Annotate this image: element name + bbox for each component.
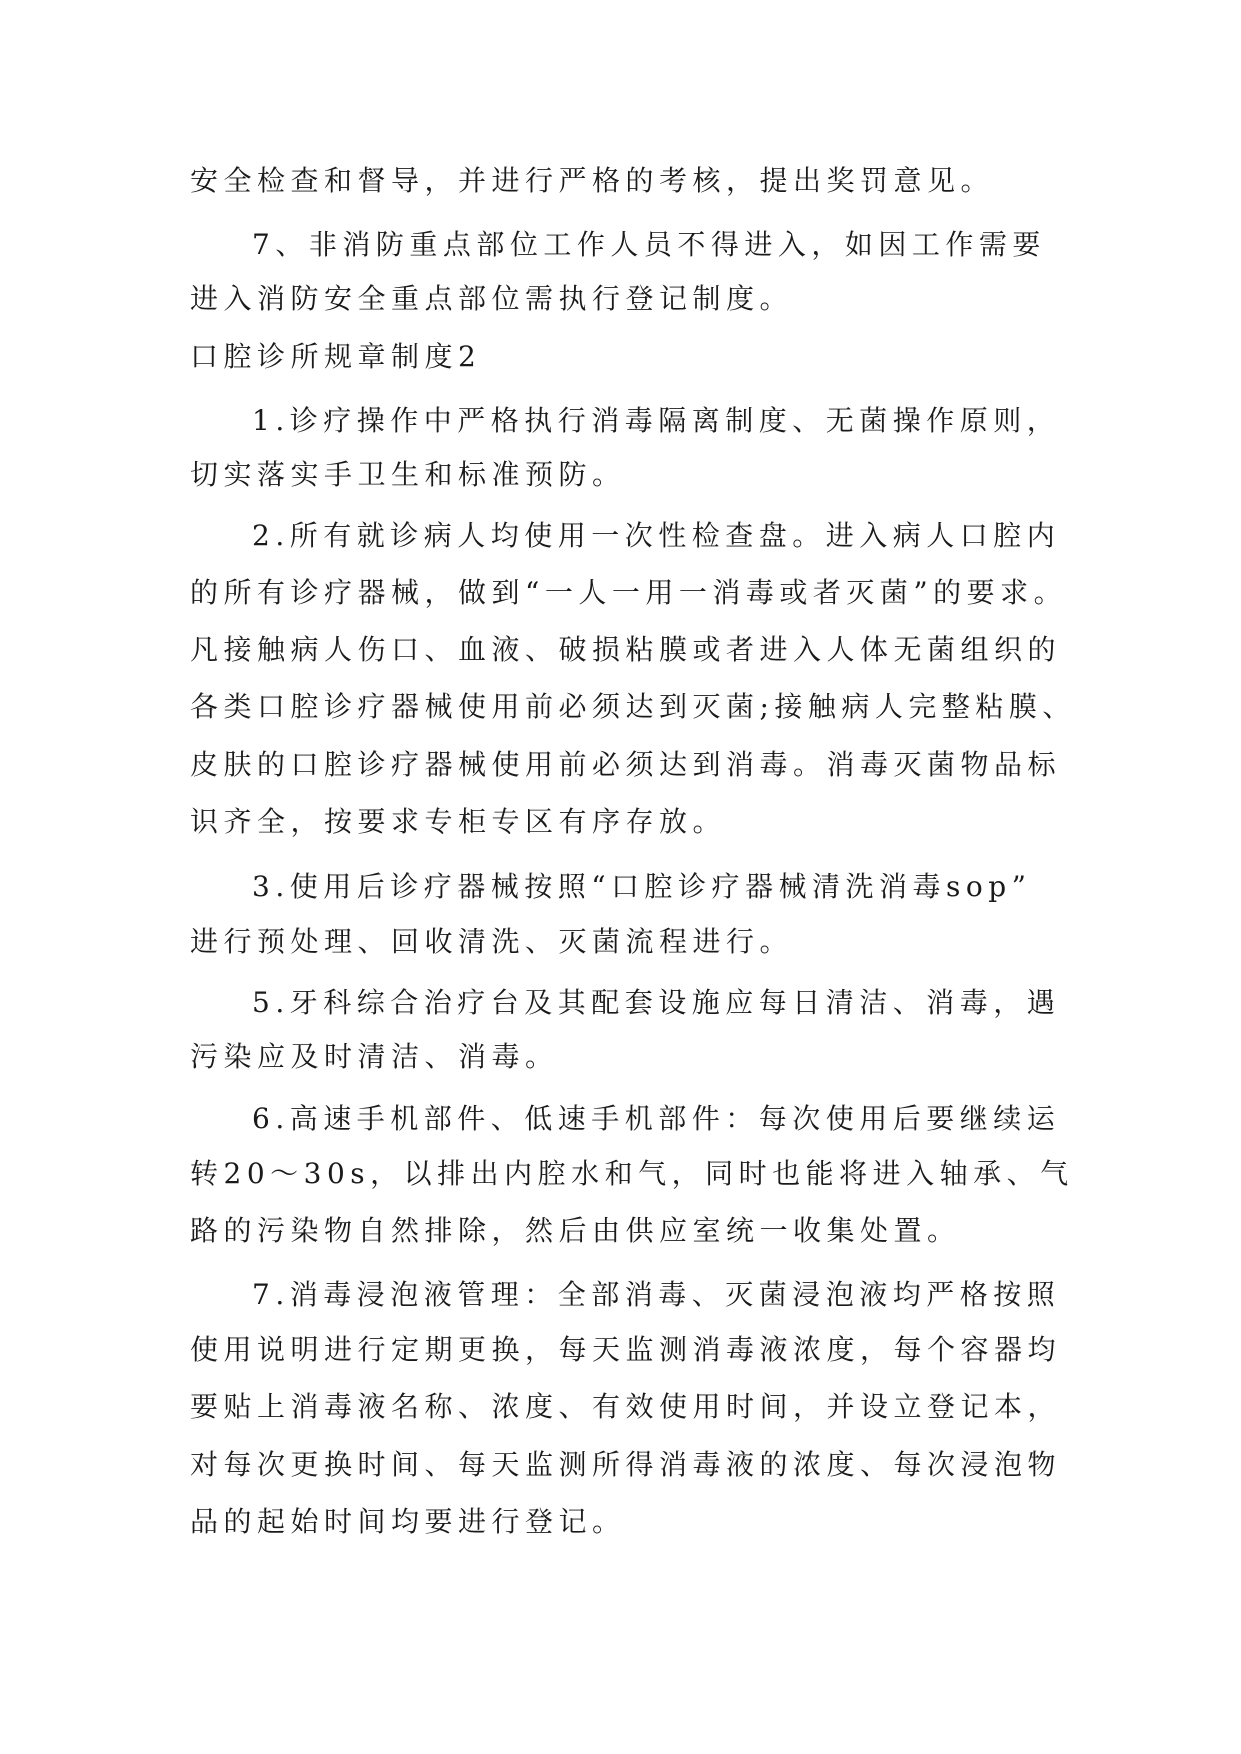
body-line: 对每次更换时间、每天监测所得消毒液的浓度、每次浸泡物: [190, 1448, 1062, 1481]
body-line: 1.诊疗操作中严格执行消毒隔离制度、无菌操作原则，: [252, 404, 1061, 437]
body-line: 7、非消防重点部位工作人员不得进入，如因工作需要: [252, 228, 1046, 261]
body-line: 识齐全，按要求专柜专区有序存放。: [190, 805, 727, 838]
body-line: 污染应及时清洁、消毒。: [190, 1040, 559, 1073]
body-line: 切实落实手卫生和标准预防。: [190, 458, 626, 491]
body-line: 皮肤的口腔诊疗器械使用前必须达到消毒。消毒灭菌物品标: [190, 748, 1062, 781]
body-line: 进行预处理、回收清洗、灭菌流程进行。: [190, 925, 794, 958]
body-line: 凡接触病人伤口、血液、破损粘膜或者进入人体无菌组织的: [190, 633, 1062, 666]
body-line: 要贴上消毒液名称、浓度、有效使用时间，并设立登记本，: [190, 1390, 1062, 1423]
body-line: 进入消防安全重点部位需执行登记制度。: [190, 282, 794, 315]
body-line: 5.牙科综合治疗台及其配套设施应每日清洁、消毒，遇: [252, 986, 1061, 1019]
body-line: 各类口腔诊疗器械使用前必须达到灭菌;接触病人完整粘膜、: [190, 690, 1076, 723]
section-heading: 口腔诊所规章制度2: [190, 340, 482, 373]
body-line: 7.消毒浸泡液管理：全部消毒、灭菌浸泡液均严格按照: [252, 1278, 1061, 1311]
body-line: 3.使用后诊疗器械按照“口腔诊疗器械清洗消毒sop”: [252, 870, 1032, 903]
body-line: 转20～30s，以排出内腔水和气，同时也能将进入轴承、气: [190, 1157, 1074, 1190]
body-line: 路的污染物自然排除，然后由供应室统一收集处置。: [190, 1214, 961, 1247]
body-line: 使用说明进行定期更换，每天监测消毒液浓度，每个容器均: [190, 1333, 1062, 1366]
body-line: 6.高速手机部件、低速手机部件：每次使用后要继续运: [252, 1102, 1061, 1135]
body-line: 品的起始时间均要进行登记。: [190, 1505, 626, 1538]
body-line: 安全检查和督导，并进行严格的考核，提出奖罚意见。: [190, 164, 995, 197]
body-line: 2.所有就诊病人均使用一次性检查盘。进入病人口腔内: [252, 519, 1061, 552]
body-line: 的所有诊疗器械，做到“一人一用一消毒或者灭菌”的要求。: [190, 576, 1068, 609]
